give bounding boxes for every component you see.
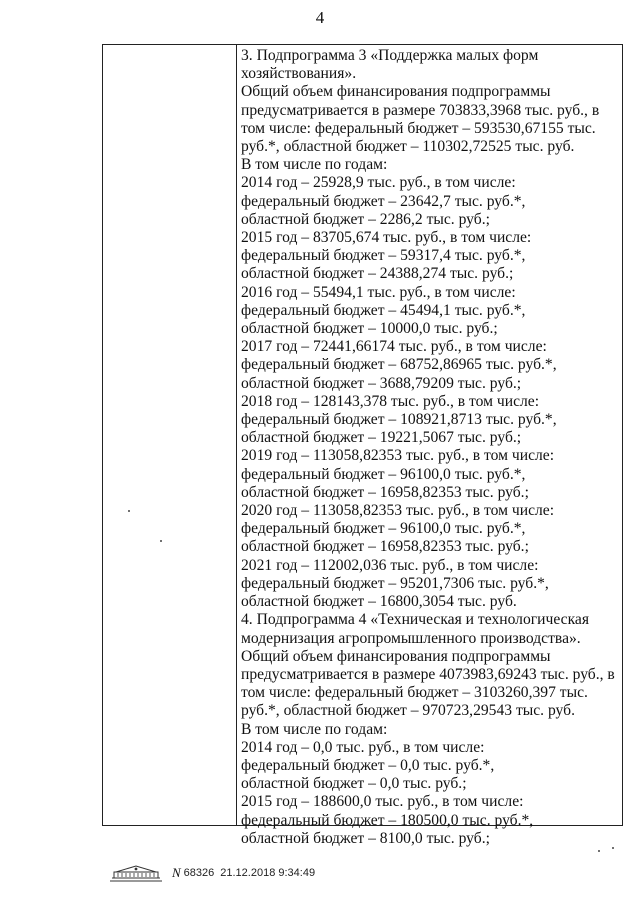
- text-line: федеральный бюджет – 45494,1 тыс. руб.*,: [241, 301, 526, 319]
- scan-speck: [598, 850, 600, 852]
- building-stamp-icon: [108, 863, 164, 883]
- text-line: 4. Подпрограмма 4 «Техническая и технологическая: [241, 611, 590, 629]
- text-line: федеральный бюджет – 23642,7 тыс. руб.*,: [241, 192, 526, 210]
- text-line: В том числе по годам:: [241, 720, 388, 738]
- text-line: том числе: федеральный бюджет – 3103260,397 тыс.: [241, 684, 588, 702]
- text-line: областной бюджет – 10000,0 тыс. руб.;: [241, 320, 498, 338]
- text-line: 2014 год – 0,0 тыс. руб., в том числе:: [241, 738, 485, 756]
- text-line: областной бюджет – 2286,2 тыс. руб.;: [241, 210, 490, 228]
- scan-speck: [612, 847, 614, 849]
- text-line: Общий объем финансирования подпрограммы: [241, 647, 551, 665]
- text-line: 2015 год – 83705,674 тыс. руб., в том числе:: [241, 229, 532, 247]
- text-line: модернизация агропромышленного производства».: [241, 629, 581, 647]
- document-table: [102, 44, 623, 847]
- text-line: 2018 год – 128143,378 тыс. руб., в том числе:: [241, 392, 540, 410]
- text-line: предусматривается в размере 703833,3968 тыс. руб., в: [241, 101, 600, 119]
- text-line: федеральный бюджет – 96100,0 тыс. руб.*,: [241, 520, 526, 538]
- page-number: 4: [315, 8, 325, 27]
- text-line: областной бюджет – 8100,0 тыс. руб.;: [241, 829, 490, 847]
- text-line: предусматривается в размере 4073983,69243 тыс. руб., в: [241, 665, 615, 683]
- text-line: федеральный бюджет – 59317,4 тыс. руб.*,: [241, 247, 526, 265]
- table-left-column: [103, 45, 237, 825]
- text-line: областной бюджет – 3688,79209 тыс. руб.;: [241, 374, 522, 392]
- text-line: В том числе по годам:: [241, 156, 388, 174]
- text-line: областной бюджет – 19221,5067 тыс. руб.;: [241, 429, 522, 447]
- text-line: 3. Подпрограмма 3 «Поддержка малых форм: [241, 47, 539, 64]
- text-line: руб.*, областной бюджет – 970723,29543 тыс. руб.: [241, 702, 575, 720]
- text-line: областной бюджет – 16958,82353 тыс. руб.;: [241, 483, 529, 501]
- text-line: 2021 год – 112002,036 тыс. руб., в том числе:: [241, 556, 539, 574]
- text-line: Общий объем финансирования подпрограммы: [241, 83, 551, 101]
- scan-speck: [160, 540, 162, 542]
- text-line: областной бюджет – 16800,3054 тыс. руб.: [241, 593, 517, 611]
- text-line: областной бюджет – 0,0 тыс. руб.;: [241, 775, 467, 793]
- text-line: федеральный бюджет – 96100,0 тыс. руб.*,: [241, 465, 526, 483]
- text-line: том числе: федеральный бюджет – 593530,67155 тыс.: [241, 119, 596, 137]
- text-line: 2015 год – 188600,0 тыс. руб., в том числе:: [241, 793, 524, 811]
- text-line: федеральный бюджет – 108921,8713 тыс. руб.*,: [241, 411, 557, 429]
- document-number-sign: N: [172, 865, 181, 880]
- text-line: федеральный бюджет – 0,0 тыс. руб.*,: [241, 756, 495, 774]
- text-line: 2017 год – 72441,66174 тыс. руб., в том числе:: [241, 338, 547, 356]
- text-line: федеральный бюджет – 95201,7306 тыс. руб.*,: [241, 574, 549, 592]
- table-right-column: [237, 47, 618, 847]
- text-line: областной бюджет – 16958,82353 тыс. руб.;: [241, 538, 529, 556]
- document-datetime: 21.12.2018 9:34:49: [220, 867, 316, 879]
- text-line: федеральный бюджет – 180500,0 тыс. руб.*,: [241, 811, 534, 829]
- text-line: хозяйствования».: [241, 65, 357, 83]
- text-line: федеральный бюджет – 68752,86965 тыс. руб.*,: [241, 356, 557, 374]
- text-line: 2020 год – 113058,82353 тыс. руб., в том числе:: [241, 502, 555, 520]
- footer: [108, 862, 315, 884]
- text-line: 2016 год – 55494,1 тыс. руб., в том числе:: [241, 283, 516, 301]
- text-line: 2019 год – 113058,82353 тыс. руб., в том числе:: [241, 447, 555, 465]
- document-number: 68326: [183, 867, 215, 879]
- text-line: 2014 год – 25928,9 тыс. руб., в том числе:: [241, 174, 516, 192]
- text-line: областной бюджет – 24388,274 тыс. руб.;: [241, 265, 514, 283]
- scan-speck: [128, 510, 130, 512]
- text-line: руб.*, областной бюджет – 110302,72525 тыс. руб.: [241, 138, 575, 156]
